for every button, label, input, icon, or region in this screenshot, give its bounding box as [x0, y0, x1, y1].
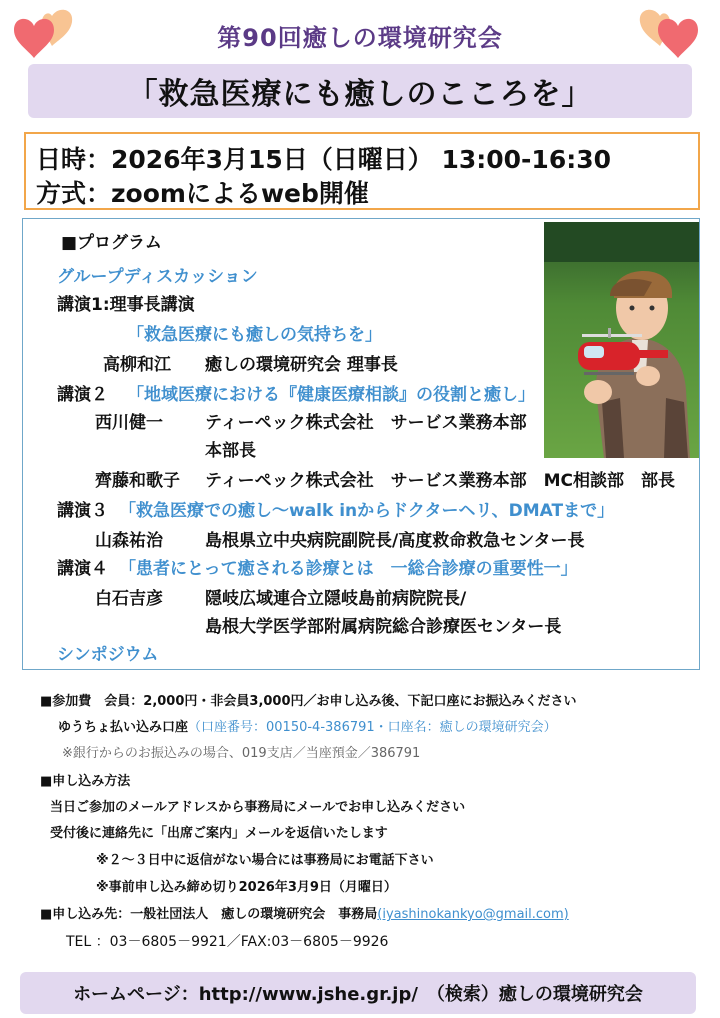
- application-line1: 当日ご参加のメールアドレスから事務局にメールでお申し込みください: [50, 800, 466, 815]
- lecture1-speaker-name: 高柳和江: [103, 355, 171, 375]
- child-helicopter-photo: [544, 222, 699, 458]
- lecture3-title: 「救急医療での癒し～walk inからドクターヘリ、DMATまで」: [119, 501, 615, 521]
- lecture1-speaker-affiliation: 癒しの環境研究会 理事長: [205, 355, 398, 375]
- lecture2-speaker2-name: 齊藤和歌子: [95, 471, 180, 491]
- main-title: 「救急医療にも癒しのこころを」: [28, 64, 692, 118]
- lecture4-speaker-name: 白石吉彦: [95, 589, 163, 609]
- lecture2-label: 講演２: [57, 385, 108, 405]
- postal-account-line: [58, 720, 557, 736]
- contact-office: ■申し込み先：一般社団法人 癒しの環境研究会 事務局: [40, 907, 378, 922]
- lecture3-label: 講演３: [57, 501, 108, 521]
- group-discussion: グループディスカッション: [57, 267, 258, 287]
- homepage-banner[interactable]: ホームページ：http://www.jshe.gr.jp/ （検索）癒しの環境研究会: [20, 972, 696, 1014]
- lecture4-title: 「患者にとって癒される診療とは 一総合診療の重要性一」: [119, 559, 578, 579]
- lecture2-speaker1-affiliation: ティーペック株式会社 サービス業務本部: [205, 413, 527, 433]
- lecture2-speaker1-name: 西川健一: [95, 413, 163, 433]
- lecture1-label: 講演1:理事長講演: [57, 295, 195, 315]
- lecture3-speaker-name: 山森祐治: [95, 531, 163, 551]
- lecture2-speaker1-affiliation2: 本部長: [205, 441, 256, 461]
- program-heading: ■プログラム: [61, 233, 162, 253]
- application-line2: 受付後に連絡先に「出席ご案内」メールを返信いたします: [50, 826, 388, 841]
- bank-transfer-note: ※銀行からのお振込みの場合、019支店／当座預金／386791: [62, 746, 421, 761]
- contact-line: [40, 907, 569, 923]
- org-title: 第90回癒しの環境研究会: [217, 24, 503, 52]
- event-date: 日時：2026年3月15日（日曜日） 13:00-16:30: [36, 145, 612, 174]
- postal-account-label: ゆうちょ払い込み口座: [58, 720, 189, 735]
- lecture2-title: 「地域医療における『健康医療相談』の役割と癒し」: [127, 385, 535, 405]
- application-note2: ※事前申し込み締め切り2026年3月9日（月曜日）: [96, 880, 397, 895]
- lecture4-speaker-affiliation: 隠岐広域連合立隠岐島前病院院長/: [205, 589, 467, 609]
- lecture4-speaker-affiliation2: 島根大学医学部附属病院総合診療医センター長: [205, 617, 562, 637]
- event-format: 方式：zoomによるweb開催: [36, 179, 369, 208]
- lecture3-speaker-affiliation: 島根県立中央病院副院長/高度救命救急センター長: [205, 531, 585, 551]
- contact-email-link[interactable]: (iyashinokankyo@gmail.com): [377, 907, 569, 922]
- postal-account-number: （口座番号：00150-4-386791・口座名：癒しの環境研究会）: [188, 720, 557, 735]
- lecture4-label: 講演４: [57, 559, 108, 579]
- fee-info: ■参加費 会員：2,000円・非会員3,000円／お申し込み後、下記口座にお振込みください: [40, 694, 577, 709]
- symposium: シンポジウム: [57, 645, 159, 665]
- contact-phone-fax: TEL ：03－6805－9921／FAX:03－6805－9926: [66, 934, 389, 950]
- lecture1-title: 「救急医療にも癒しの気持ちを」: [127, 325, 382, 345]
- application-heading: ■申し込み方法: [40, 774, 131, 789]
- application-note1: ※２～３日中に返信がない場合には事務局にお電話下さい: [96, 853, 434, 868]
- lecture2-speaker2-affiliation: ティーペック株式会社 サービス業務本部 MC相談部 部長: [205, 471, 676, 491]
- event-info-box: [24, 132, 700, 210]
